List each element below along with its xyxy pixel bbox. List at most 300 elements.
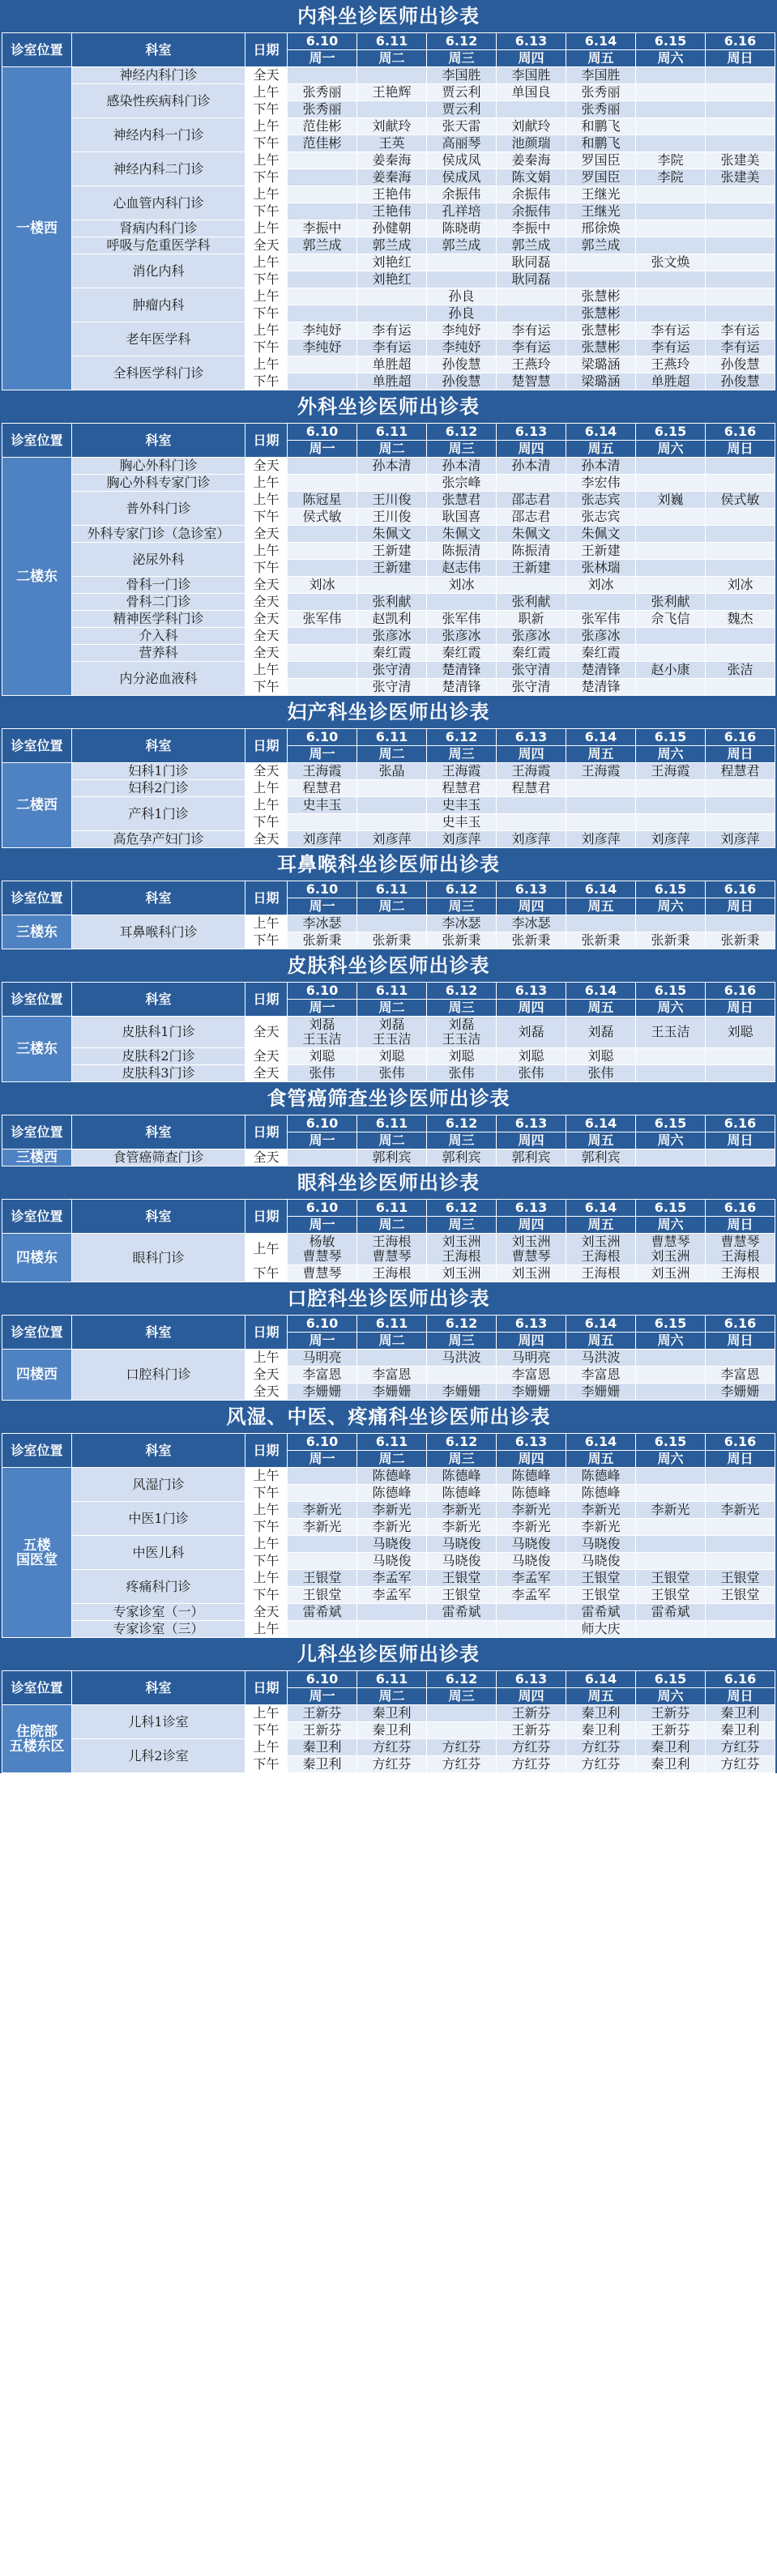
table-row: [2, 1149, 775, 1166]
header-day-date: 6.11: [357, 1115, 427, 1132]
doctor-cell: 王燕玲: [497, 356, 566, 373]
header-day-date: 6.10: [288, 33, 357, 50]
table-row: [2, 1234, 775, 1265]
doctor-cell: [636, 628, 706, 645]
schedule-table: [2, 1670, 775, 1773]
doctor-cell: 侯成凤: [427, 169, 497, 186]
table-row: [2, 526, 775, 543]
header-day-date: 6.10: [288, 983, 357, 1000]
period-cell: 上午: [245, 220, 288, 237]
doctor-cell: [636, 1149, 706, 1166]
doctor-cell: 职新: [497, 611, 566, 628]
doctor-cell: 刘冰: [566, 577, 636, 594]
header-day-week: 周一: [288, 1000, 357, 1017]
doctor-cell: 程慧君: [288, 780, 357, 797]
section-title: 妇产科坐诊医师出诊表: [2, 696, 775, 728]
dept-name: 妇科2门诊: [72, 780, 245, 797]
period-cell: 上午: [245, 254, 288, 271]
header-date: 日期: [245, 1115, 288, 1149]
header-day-date: 6.14: [566, 424, 636, 441]
doctor-cell: 李新光: [566, 1519, 636, 1536]
doctor-cell: 张伟: [288, 1065, 357, 1082]
doctor-cell: 楚清锋: [427, 679, 497, 696]
doctor-cell: 李孟军: [357, 1587, 427, 1604]
header-day-week: 周一: [288, 746, 357, 763]
doctor-cell: 楚清锋: [566, 662, 636, 679]
header-day-date: 6.13: [497, 729, 566, 746]
doctor-cell: 李冰瑟: [288, 915, 357, 932]
doctor-cell: 邵志君: [497, 492, 566, 509]
header-day-date: 6.13: [497, 1434, 566, 1451]
table-row: [2, 1621, 775, 1638]
doctor-cell: [497, 1621, 566, 1638]
doctor-cell: 秦卫利: [357, 1705, 427, 1722]
doctor-cell: 马洪波: [427, 1350, 497, 1367]
doctor-cell: 马晓俊: [497, 1536, 566, 1553]
doctor-cell: [497, 288, 566, 305]
doctor-cell: 张秀丽: [288, 84, 357, 101]
doctor-cell: 方红芬: [427, 1739, 497, 1756]
doctor-cell: [706, 1468, 775, 1485]
header-day-week: 周日: [706, 1000, 775, 1017]
doctor-cell: [357, 1621, 427, 1638]
doctor-cell: 楚智慧: [497, 373, 566, 390]
header-day-date: 6.12: [427, 424, 497, 441]
period-cell: 全天: [245, 1149, 288, 1166]
doctor-cell: 李纯妤: [288, 339, 357, 356]
doctor-cell: 王英: [357, 135, 427, 152]
period-cell: 全天: [245, 1017, 288, 1048]
dept-name: 皮肤科2门诊: [72, 1048, 245, 1065]
doctor-cell: 王新建: [357, 543, 427, 560]
doctor-cell: [288, 1468, 357, 1485]
header-day-week: 周三: [427, 898, 497, 915]
doctor-cell: 罗国臣: [566, 152, 636, 169]
doctor-cell: [636, 1350, 706, 1367]
doctor-cell: [706, 1621, 775, 1638]
dept-name: 疼痛科门诊: [72, 1570, 245, 1604]
doctor-cell: [636, 237, 706, 254]
doctor-cell: 郭兰成: [566, 237, 636, 254]
doctor-cell: [706, 780, 775, 797]
doctor-cell: 王海霞: [566, 763, 636, 780]
doctor-cell: 孙健朝: [357, 220, 427, 237]
doctor-cell: 张伟: [427, 1065, 497, 1082]
doctor-cell: [706, 220, 775, 237]
doctor-cell: 张守清: [497, 662, 566, 679]
doctor-cell: [288, 645, 357, 662]
doctor-cell: 李新光: [497, 1519, 566, 1536]
doctor-cell: 李振中: [497, 220, 566, 237]
doctor-cell: 李有运: [357, 322, 427, 339]
doctor-cell: 姜秦海: [357, 152, 427, 169]
doctor-cell: 郭利宾: [357, 1149, 427, 1166]
doctor-cell: [357, 288, 427, 305]
header-day-week: 周四: [497, 1333, 566, 1350]
period-cell: 全天: [245, 1048, 288, 1065]
doctor-cell: 张彦冰: [427, 628, 497, 645]
doctor-cell: 刘彦萍: [427, 831, 497, 848]
doctor-cell: [288, 628, 357, 645]
table-row: [2, 322, 775, 339]
doctor-cell: [427, 254, 497, 271]
doctor-cell: [288, 152, 357, 169]
doctor-cell: [636, 67, 706, 84]
doctor-cell: [497, 814, 566, 831]
doctor-cell: [706, 1519, 775, 1536]
header-date: 日期: [245, 1671, 288, 1705]
doctor-cell: 曹慧琴: [288, 1265, 357, 1282]
header-day-week: 周日: [706, 1451, 775, 1468]
period-cell: 全天: [245, 67, 288, 84]
header-date: 日期: [245, 1316, 288, 1350]
table-row: [2, 356, 775, 373]
doctor-cell: [706, 1065, 775, 1082]
doctor-cell: 方红芬: [497, 1756, 566, 1773]
doctor-cell: 朱佩文: [357, 526, 427, 543]
doctor-cell: 王银堂: [427, 1570, 497, 1587]
period-cell: 上午: [245, 1234, 288, 1265]
doctor-cell: 秦卫利: [566, 1722, 636, 1739]
header-day-week: 周三: [427, 1000, 497, 1017]
header-day-date: 6.11: [357, 983, 427, 1000]
header-day-date: 6.10: [288, 1316, 357, 1333]
doctor-cell: 王新建: [566, 543, 636, 560]
dept-name: 儿科2诊室: [72, 1739, 245, 1773]
period-cell: 上午: [245, 356, 288, 373]
header-day-week: 周六: [636, 441, 706, 458]
doctor-cell: [636, 458, 706, 475]
table-row: [2, 645, 775, 662]
doctor-cell: 王新建: [497, 560, 566, 577]
doctor-cell: 史丰玉: [427, 814, 497, 831]
doctor-cell: [497, 475, 566, 492]
location-cell: 五楼 国医堂: [2, 1468, 72, 1638]
doctor-cell: 朱佩文: [566, 526, 636, 543]
doctor-cell: 王艳伟: [357, 203, 427, 220]
dept-name: 泌尿外科: [72, 543, 245, 577]
doctor-cell: 梁璐涵: [566, 356, 636, 373]
doctor-cell: 耿同磊: [497, 271, 566, 288]
period-cell: 上午: [245, 1536, 288, 1553]
doctor-cell: 张慧彬: [566, 339, 636, 356]
header-dept: 科室: [72, 1200, 245, 1234]
header-day-week: 周二: [357, 746, 427, 763]
dept-name: 肿瘤内科: [72, 288, 245, 322]
doctor-cell: [357, 1604, 427, 1621]
doctor-cell: [497, 305, 566, 322]
doctor-cell: [706, 84, 775, 101]
doctor-cell: 贾云利: [427, 101, 497, 118]
doctor-cell: [497, 1604, 566, 1621]
doctor-cell: 刘艳红: [357, 271, 427, 288]
header-date: 日期: [245, 33, 288, 67]
doctor-cell: 王银堂: [566, 1587, 636, 1604]
doctor-cell: [566, 915, 636, 932]
doctor-cell: 范佳彬: [288, 135, 357, 152]
header-location: 诊室位置: [2, 1115, 72, 1149]
doctor-cell: 李新光: [636, 1502, 706, 1519]
location-cell: 三楼西: [2, 1149, 72, 1166]
doctor-cell: [706, 645, 775, 662]
dept-name: 精神医学科门诊: [72, 611, 245, 628]
doctor-cell: 王继光: [566, 186, 636, 203]
doctor-cell: [427, 1705, 497, 1722]
location-cell: 四楼东: [2, 1234, 72, 1282]
doctor-cell: [357, 305, 427, 322]
doctor-cell: [636, 1468, 706, 1485]
period-cell: 上午: [245, 797, 288, 814]
schedule-table: [2, 982, 775, 1082]
table-row: [2, 662, 775, 679]
schedule-table: [2, 728, 775, 848]
schedule-table: [2, 423, 775, 696]
doctor-cell: [706, 1350, 775, 1367]
header-day-week: 周一: [288, 1451, 357, 1468]
period-cell: 上午: [245, 84, 288, 101]
doctor-cell: [427, 1367, 497, 1384]
table-row: [2, 1536, 775, 1553]
doctor-cell: [706, 305, 775, 322]
doctor-cell: 王海根 曹慧琴: [357, 1234, 427, 1265]
doctor-cell: [288, 356, 357, 373]
table-row: [2, 1048, 775, 1065]
header-day-date: 6.11: [357, 1434, 427, 1451]
dept-name: 外科专家门诊（急诊室）: [72, 526, 245, 543]
doctor-cell: 郭兰成: [497, 237, 566, 254]
doctor-cell: 张建美: [706, 152, 775, 169]
doctor-cell: 孙良: [427, 305, 497, 322]
header-day-date: 6.14: [566, 1434, 636, 1451]
doctor-cell: 曹慧琴 王海根: [706, 1234, 775, 1265]
header-day-week: 周日: [706, 1333, 775, 1350]
doctor-cell: 张慧彬: [566, 288, 636, 305]
doctor-cell: 刘磊: [497, 1017, 566, 1048]
doctor-cell: 秦红霞: [357, 645, 427, 662]
doctor-cell: 单胜超: [357, 356, 427, 373]
doctor-cell: 陈德峰: [427, 1485, 497, 1502]
header-day-date: 6.15: [636, 983, 706, 1000]
doctor-cell: 张新秉: [706, 932, 775, 949]
doctor-cell: 李有运: [497, 322, 566, 339]
doctor-cell: 张伟: [357, 1065, 427, 1082]
doctor-cell: [636, 1367, 706, 1384]
header-day-week: 周六: [636, 746, 706, 763]
doctor-cell: 魏杰: [706, 611, 775, 628]
doctor-cell: 李新光: [497, 1502, 566, 1519]
header-day-week: 周四: [497, 1132, 566, 1149]
header-day-date: 6.11: [357, 1316, 427, 1333]
header-day-date: 6.10: [288, 729, 357, 746]
doctor-cell: [288, 288, 357, 305]
doctor-cell: 马晓俊: [427, 1553, 497, 1570]
header-day-week: 周六: [636, 50, 706, 67]
doctor-cell: 刘彦萍: [706, 831, 775, 848]
doctor-cell: 王海霞: [288, 763, 357, 780]
header-day-date: 6.13: [497, 33, 566, 50]
doctor-cell: [706, 1149, 775, 1166]
doctor-cell: 李有运: [636, 322, 706, 339]
header-day-week: 周四: [497, 898, 566, 915]
doctor-cell: 张利献: [497, 594, 566, 611]
location-cell: 二楼东: [2, 458, 72, 696]
doctor-cell: 马明亮: [288, 1350, 357, 1367]
doctor-cell: 刘玉洲: [497, 1265, 566, 1282]
header-day-week: 周三: [427, 746, 497, 763]
doctor-cell: [427, 1722, 497, 1739]
header-day-week: 周三: [427, 1132, 497, 1149]
dept-name: 神经内科一门诊: [72, 118, 245, 152]
doctor-cell: 刘玉洲: [427, 1265, 497, 1282]
section-title: 耳鼻喉科坐诊医师出诊表: [2, 848, 775, 881]
table-row: [2, 84, 775, 101]
doctor-cell: [706, 526, 775, 543]
doctor-cell: 单胜超: [357, 373, 427, 390]
dept-name: 神经内科二门诊: [72, 152, 245, 186]
header-day-date: 6.11: [357, 424, 427, 441]
doctor-cell: 刘艳红: [357, 254, 427, 271]
doctor-cell: [288, 475, 357, 492]
doctor-cell: [636, 1519, 706, 1536]
header-dept: 科室: [72, 1671, 245, 1705]
dept-name: 耳鼻喉科门诊: [72, 915, 245, 949]
header-day-date: 6.14: [566, 33, 636, 50]
doctor-cell: 方红芬: [706, 1739, 775, 1756]
dept-name: 中医儿科: [72, 1536, 245, 1570]
header-day-week: 周四: [497, 1688, 566, 1705]
doctor-cell: 李孟军: [357, 1570, 427, 1587]
doctor-cell: [497, 797, 566, 814]
doctor-cell: 方红芬: [497, 1739, 566, 1756]
doctor-cell: 刘聪: [566, 1048, 636, 1065]
table-row: [2, 254, 775, 271]
doctor-cell: [357, 67, 427, 84]
doctor-cell: [706, 186, 775, 203]
doctor-cell: 郭利宾: [427, 1149, 497, 1166]
doctor-cell: 陈德峰: [357, 1485, 427, 1502]
header-day-week: 周五: [566, 50, 636, 67]
header-day-date: 6.12: [427, 729, 497, 746]
doctor-cell: 李富恩: [497, 1367, 566, 1384]
doctor-cell: 杨敏 曹慧琴: [288, 1234, 357, 1265]
table-row: [2, 475, 775, 492]
header-dept: 科室: [72, 1316, 245, 1350]
doctor-cell: 张伟: [566, 1065, 636, 1082]
doctor-cell: 李姗姗: [706, 1384, 775, 1401]
doctor-cell: 李院: [636, 152, 706, 169]
doctor-cell: 刘聪: [497, 1048, 566, 1065]
schedule-table: [2, 32, 775, 390]
period-cell: 上午: [245, 780, 288, 797]
doctor-cell: 刘磊 王玉洁: [427, 1017, 497, 1048]
doctor-cell: 李姗姗: [288, 1384, 357, 1401]
table-row: [2, 186, 775, 203]
header-day-week: 周一: [288, 1333, 357, 1350]
doctor-cell: 侯式敏: [288, 509, 357, 526]
header-location: 诊室位置: [2, 983, 72, 1017]
header-day-date: 6.14: [566, 1200, 636, 1217]
header-day-week: 周二: [357, 898, 427, 915]
doctor-cell: 王银堂: [706, 1587, 775, 1604]
doctor-cell: 刘彦萍: [288, 831, 357, 848]
header-day-date: 6.16: [706, 1316, 775, 1333]
header-day-date: 6.13: [497, 1200, 566, 1217]
doctor-cell: 郭利宾: [566, 1149, 636, 1166]
header-location: 诊室位置: [2, 1671, 72, 1705]
doctor-cell: 张军伟: [288, 611, 357, 628]
doctor-cell: [288, 1536, 357, 1553]
doctor-cell: 李姗姗: [566, 1384, 636, 1401]
doctor-cell: 李孟军: [497, 1570, 566, 1587]
doctor-cell: [706, 254, 775, 271]
doctor-cell: 单国良: [497, 84, 566, 101]
header-day-week: 周二: [357, 1451, 427, 1468]
header-day-week: 周四: [497, 1000, 566, 1017]
doctor-cell: [706, 814, 775, 831]
header-day-week: 周五: [566, 746, 636, 763]
doctor-cell: [288, 526, 357, 543]
doctor-cell: 李有运: [706, 322, 775, 339]
doctor-cell: [566, 797, 636, 814]
doctor-cell: 王海根: [357, 1265, 427, 1282]
header-day-date: 6.14: [566, 1671, 636, 1688]
header-day-date: 6.16: [706, 983, 775, 1000]
doctor-cell: 刘彦萍: [357, 831, 427, 848]
section-title: 风湿、中医、疼痛科坐诊医师出诊表: [2, 1401, 775, 1433]
doctor-cell: 孙俊慧: [427, 356, 497, 373]
doctor-cell: [636, 288, 706, 305]
doctor-cell: 王海霞: [636, 763, 706, 780]
dept-name: 专家诊室（一）: [72, 1604, 245, 1621]
section-title: 口腔科坐诊医师出诊表: [2, 1282, 775, 1315]
header-day-week: 周日: [706, 1132, 775, 1149]
doctor-cell: 李姗姗: [427, 1384, 497, 1401]
doctor-cell: 张新秉: [497, 932, 566, 949]
header-day-week: 周二: [357, 1333, 427, 1350]
header-day-date: 6.16: [706, 729, 775, 746]
dept-name: 介入科: [72, 628, 245, 645]
period-cell: 下午: [245, 339, 288, 356]
doctor-cell: 方红芬: [427, 1756, 497, 1773]
doctor-cell: 刘献玲: [357, 118, 427, 135]
header-day-date: 6.14: [566, 1115, 636, 1132]
doctor-cell: 秦卫利: [288, 1739, 357, 1756]
header-day-date: 6.14: [566, 983, 636, 1000]
header-day-date: 6.12: [427, 33, 497, 50]
header-day-date: 6.10: [288, 1434, 357, 1451]
doctor-cell: 李富恩: [706, 1367, 775, 1384]
doctor-cell: [636, 780, 706, 797]
header-day-week: 周一: [288, 441, 357, 458]
header-location: 诊室位置: [2, 729, 72, 763]
header-day-week: 周日: [706, 441, 775, 458]
doctor-cell: 邢徐焕: [566, 220, 636, 237]
doctor-cell: [427, 594, 497, 611]
doctor-cell: [706, 1536, 775, 1553]
header-dept: 科室: [72, 1434, 245, 1468]
period-cell: 上午: [245, 1468, 288, 1485]
doctor-cell: [636, 186, 706, 203]
doctor-cell: [706, 1604, 775, 1621]
doctor-cell: [566, 780, 636, 797]
period-cell: 上午: [245, 1502, 288, 1519]
doctor-cell: [636, 679, 706, 696]
dept-name: 妇科1门诊: [72, 763, 245, 780]
doctor-cell: [706, 560, 775, 577]
doctor-cell: [706, 118, 775, 135]
doctor-cell: 孙本清: [566, 458, 636, 475]
doctor-cell: 邵志君: [497, 509, 566, 526]
